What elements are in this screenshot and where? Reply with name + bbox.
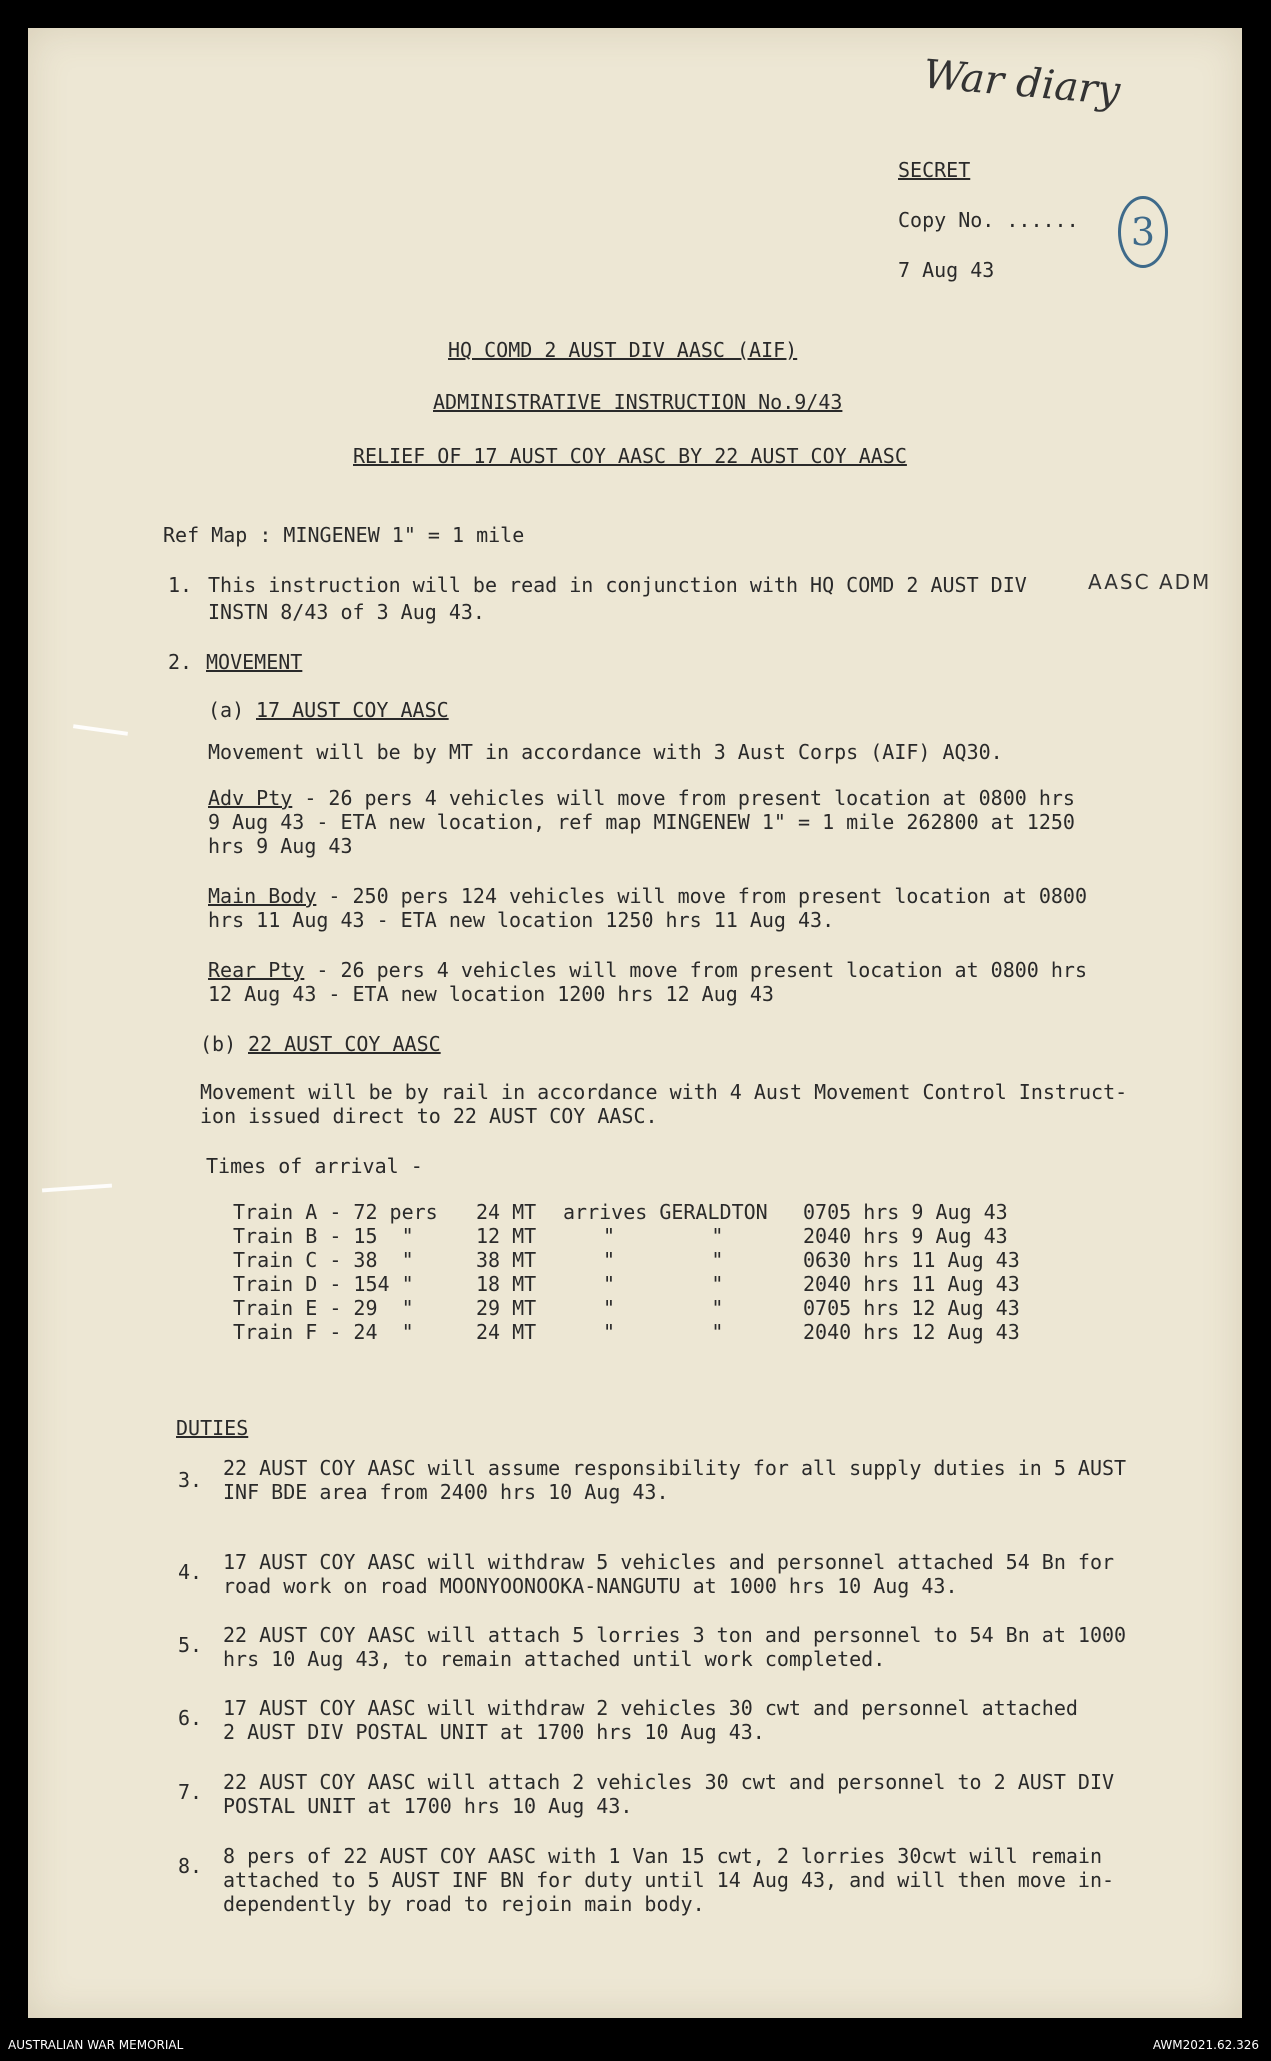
para-8-line-2: attached to 5 AUST INF BN for duty until 14 Aug 43, and will then move in-: [223, 1868, 1115, 1892]
train-time-cell: 2040 hrs 12 Aug 43: [803, 1320, 1020, 1344]
train-arrives-cell: " ": [603, 1272, 724, 1296]
main-body-line-1: [208, 884, 1087, 908]
train-cell: Train E - 29 ": [233, 1296, 414, 1320]
para-8-line-1: 8 pers of 22 AUST COY AASC with 1 Van 15 cwt, 2 lorries 30cwt will remain: [223, 1844, 1102, 1868]
train-time-cell: 0705 hrs 12 Aug 43: [803, 1296, 1020, 1320]
adv-pty-line-3: hrs 9 Aug 43: [208, 834, 353, 858]
para-6-line-2: 2 AUST DIV POSTAL UNIT at 1700 hrs 10 Aug 43.: [223, 1720, 765, 1744]
handwritten-war-diary: War diary: [921, 51, 1122, 115]
header-line-2: ADMINISTRATIVE INSTRUCTION No.9/43: [433, 390, 843, 414]
adv-pty-text: - 26 pers 4 vehicles will move from present location at 0800 hrs: [292, 786, 1075, 810]
para-6-number: 6.: [178, 1706, 203, 1730]
document-page: [28, 28, 1242, 2018]
train-time-cell: 0705 hrs 9 Aug 43: [803, 1200, 1008, 1224]
main-body-line-2: hrs 11 Aug 43 - ETA new location 1250 hrs 11 Aug 43.: [208, 908, 835, 932]
para-3-line-1: 22 AUST COY AASC will assume responsibility for all supply duties in 5 AUST: [223, 1456, 1127, 1480]
train-arrives-cell: " ": [603, 1248, 724, 1272]
train-arrives-cell: arrives GERALDTON: [563, 1200, 768, 1224]
para-7-line-2: POSTAL UNIT at 1700 hrs 10 Aug 43.: [223, 1794, 633, 1818]
para-3-line-2: INF BDE area from 2400 hrs 10 Aug 43.: [223, 1480, 669, 1504]
header-line-1: HQ COMD 2 AUST DIV AASC (AIF): [448, 338, 798, 362]
train-mt-cell: 38 MT: [476, 1248, 537, 1272]
times-of-arrival-heading: Times of arrival -: [206, 1154, 423, 1178]
copy-number: Copy No. ......: [898, 208, 1079, 232]
para-2-number: 2.: [168, 650, 193, 674]
paper-tear-mark: [42, 1184, 112, 1193]
train-arrives-cell: " ": [603, 1320, 724, 1344]
rear-pty-line-1: [208, 958, 1087, 982]
train-cell: Train D - 154 ": [233, 1272, 414, 1296]
archive-footer-left: AUSTRALIAN WAR MEMORIAL: [8, 2038, 184, 2052]
para-4-line-1: 17 AUST COY AASC will withdraw 5 vehicles and personnel attached 54 Bn for: [223, 1550, 1115, 1574]
train-mt-cell: 18 MT: [476, 1272, 537, 1296]
para-4-line-2: road work on road MOONYOONOOKA-NANGUTU at 1000 hrs 10 Aug 43.: [223, 1574, 958, 1598]
main-body-label: Main Body: [208, 884, 317, 908]
section-b-label: (b): [200, 1032, 237, 1056]
para-1-line-2: INSTN 8/43 of 3 Aug 43.: [208, 600, 485, 624]
main-body-text: - 250 pers 124 vehicles will move from present location at 0800: [316, 884, 1087, 908]
rear-pty-line-2: 12 Aug 43 - ETA new location 1200 hrs 12 Aug 43: [208, 982, 774, 1006]
section-a-heading: 17 AUST COY AASC: [256, 698, 449, 722]
rear-pty-label: Rear Pty: [208, 958, 305, 982]
para-1-number: 1.: [168, 573, 193, 597]
adv-pty-label: Adv Pty: [208, 786, 293, 810]
para-7-number: 7.: [178, 1780, 203, 1804]
reference-map: Ref Map : MINGENEW 1" = 1 mile: [163, 523, 525, 547]
train-time-cell: 2040 hrs 11 Aug 43: [803, 1272, 1020, 1296]
para-8-line-3: dependently by road to rejoin main body.: [223, 1892, 705, 1916]
para-1-handwritten-amendment: AASC ADM: [1088, 570, 1212, 594]
header-line-3: RELIEF OF 17 AUST COY AASC BY 22 AUST COY AASC: [353, 444, 907, 468]
train-mt-cell: 29 MT: [476, 1296, 537, 1320]
section-b-heading: 22 AUST COY AASC: [248, 1032, 441, 1056]
para-1-line-1: This instruction will be read in conjunction with HQ COMD 2 AUST DIV: [208, 573, 1027, 597]
document-date: 7 Aug 43: [898, 258, 995, 282]
para-3-number: 3.: [178, 1468, 203, 1492]
section-b-line-1: Movement will be by rail in accordance with 4 Aust Movement Control Instruct-: [200, 1080, 1128, 1104]
movement-heading: MOVEMENT: [206, 650, 303, 674]
train-arrives-cell: " ": [603, 1224, 724, 1248]
section-a-intro: Movement will be by MT in accordance with 3 Aust Corps (AIF) AQ30.: [208, 740, 1003, 764]
duties-heading: DUTIES: [176, 1416, 249, 1440]
para-5-number: 5.: [178, 1633, 203, 1657]
section-a-label: (a): [208, 698, 245, 722]
adv-pty-line-2: 9 Aug 43 - ETA new location, ref map MINGENEW 1" = 1 mile 262800 at 1250: [208, 810, 1075, 834]
classification-label: SECRET: [898, 158, 971, 182]
para-5-line-1: 22 AUST COY AASC will attach 5 lorries 3 ton and personnel to 54 Bn at 1000: [223, 1623, 1127, 1647]
section-b-line-2: ion issued direct to 22 AUST COY AASC.: [200, 1104, 658, 1128]
train-cell: Train A - 72 pers: [233, 1200, 438, 1224]
train-mt-cell: 12 MT: [476, 1224, 537, 1248]
circled-copy-number: 3: [1118, 196, 1168, 268]
para-7-line-1: 22 AUST COY AASC will attach 2 vehicles 30 cwt and personnel to 2 AUST DIV: [223, 1770, 1115, 1794]
adv-pty-line-1: [208, 786, 1075, 810]
train-mt-cell: 24 MT: [476, 1200, 537, 1224]
train-cell: Train C - 38 ": [233, 1248, 414, 1272]
paper-tear-mark: [73, 724, 128, 736]
archive-footer-right: AWM2021.62.326: [1152, 2038, 1259, 2052]
train-mt-cell: 24 MT: [476, 1320, 537, 1344]
train-cell: Train B - 15 ": [233, 1224, 414, 1248]
para-6-line-1: 17 AUST COY AASC will withdraw 2 vehicles 30 cwt and personnel attached: [223, 1696, 1078, 1720]
train-cell: Train F - 24 ": [233, 1320, 414, 1344]
para-8-number: 8.: [178, 1854, 203, 1878]
train-time-cell: 2040 hrs 9 Aug 43: [803, 1224, 1008, 1248]
para-5-line-2: hrs 10 Aug 43, to remain attached until work completed.: [223, 1647, 886, 1671]
train-arrives-cell: " ": [603, 1296, 724, 1320]
para-4-number: 4.: [178, 1560, 203, 1584]
rear-pty-text: - 26 pers 4 vehicles will move from present location at 0800 hrs: [304, 958, 1087, 982]
train-time-cell: 0630 hrs 11 Aug 43: [803, 1248, 1020, 1272]
